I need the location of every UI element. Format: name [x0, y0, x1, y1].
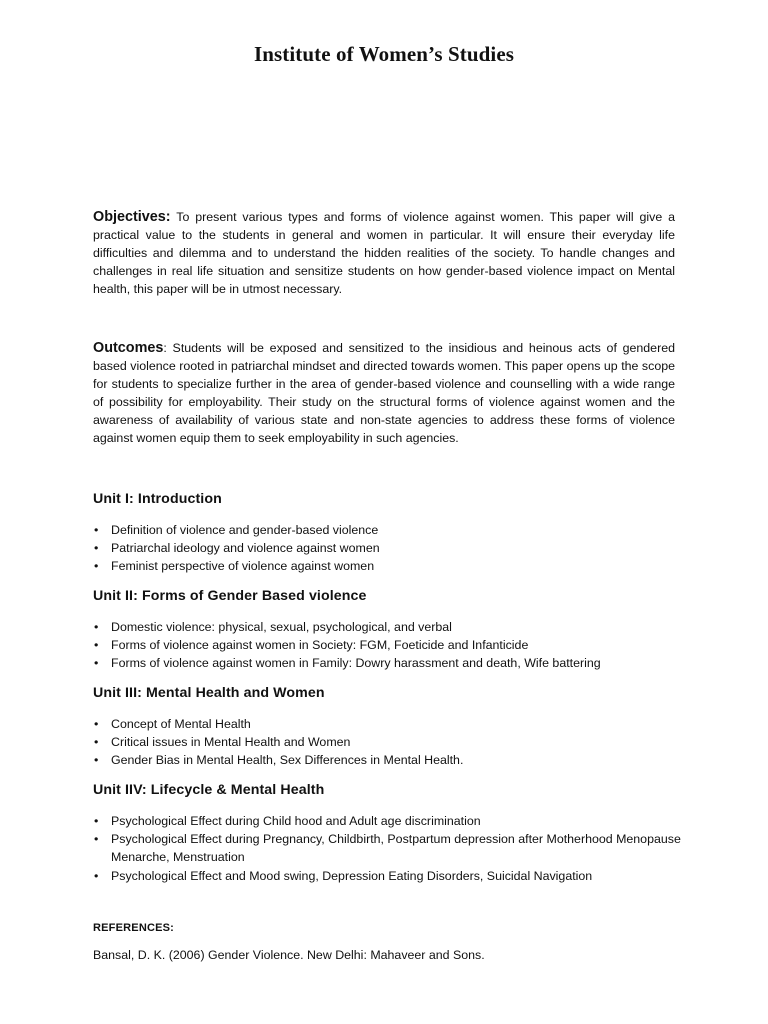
- reference-item: Bansal, D. K. (2006) Gender Violence. New Delhi: Mahaveer and Sons.: [93, 948, 485, 962]
- objectives-label: Objectives:: [93, 209, 171, 225]
- unit-4-list: [93, 812, 683, 885]
- unit-2-list: [93, 618, 683, 673]
- list-item: • Psychological Effect during Child hood and Adult age discrimination: [93, 812, 683, 830]
- list-item: • Concept of Mental Health: [93, 715, 683, 733]
- list-item: • Psychological Effect during Pregnancy, Childbirth, Postpartum depression after Motherhood Menopause Menarche, Menstruation: [93, 830, 683, 866]
- list-item: • Feminist perspective of violence against women: [93, 557, 683, 575]
- objectives-paragraph: [93, 208, 675, 298]
- unit-3-list: [93, 715, 683, 770]
- list-item: • Critical issues in Mental Health and Women: [93, 733, 683, 751]
- list-item: • Definition of violence and gender-based violence: [93, 521, 683, 539]
- unit-3-heading: Unit III: Mental Health and Women: [93, 685, 325, 701]
- unit-2-heading: Unit II: Forms of Gender Based violence: [93, 588, 367, 604]
- unit-1-list: [93, 521, 683, 576]
- page-title: Institute of Women’s Studies: [253, 42, 515, 66]
- list-item: • Psychological Effect and Mood swing, Depression Eating Disorders, Suicidal Navigation: [93, 867, 683, 885]
- outcomes-text: : Students will be exposed and sensitized to the insidious and heinous acts of gendered based violence rooted in patriarchal mindset and directed towards women. This paper opens up the scope for students to specialize further in the area of gender-based violence and counselling with a wide range of possibility for employability. Their study on the structural forms of violence against women and the awareness of availability of various state and non-state agencies to address these forms of violence against women equip them to seek employability in such agencies.: [93, 341, 675, 446]
- references-heading: REFERENCES:: [93, 922, 175, 934]
- list-item: • Domestic violence: physical, sexual, psychological, and verbal: [93, 618, 683, 636]
- list-item: • Gender Bias in Mental Health, Sex Differences in Mental Health.: [93, 751, 683, 769]
- list-item: • Forms of violence against women in Family: Dowry harassment and death, Wife battering: [93, 654, 683, 672]
- objectives-text: To present various types and forms of violence against women. This paper will give a practical value to the students in general and women in particular. It will ensure their everyday life difficulties and dilemma and to understand the hidden realities of the society. To handle changes and challenges in real life situation and sensitize students on how gender-based violence impact on Mental health, this paper will be in utmost necessary.: [93, 210, 675, 297]
- outcomes-paragraph: [93, 339, 675, 448]
- outcomes-label: Outcomes: [93, 340, 164, 356]
- list-item: • Forms of violence against women in Society: FGM, Foeticide and Infanticide: [93, 636, 683, 654]
- list-item: • Patriarchal ideology and violence against women: [93, 539, 683, 557]
- unit-1-heading: Unit I: Introduction: [93, 491, 222, 507]
- unit-4-heading: Unit IIV: Lifecycle & Mental Health: [93, 782, 325, 798]
